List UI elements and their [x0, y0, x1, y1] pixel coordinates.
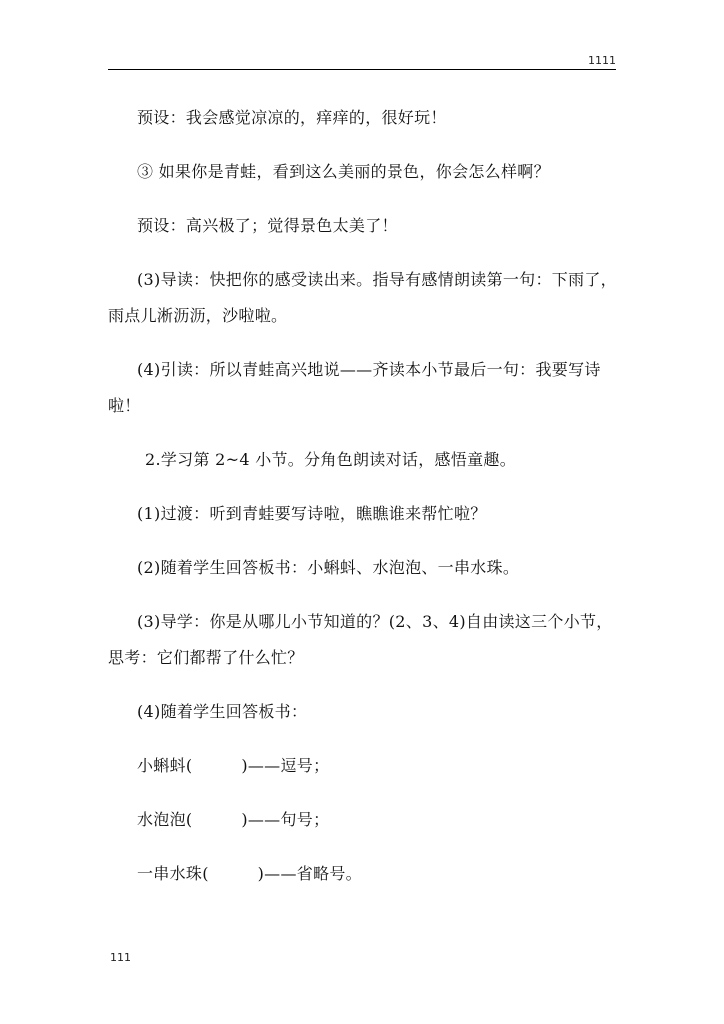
board-item-bubble: 水泡泡( )——句号；	[137, 810, 330, 829]
document-body	[108, 100, 620, 892]
footer-page-code: 111	[110, 951, 131, 964]
paragraph-question-3: ③ 如果你是青蛙，看到这么美丽的景色，你会怎么样啊？	[137, 162, 550, 181]
board-item-water-drops: 一串水珠( )——省略号。	[137, 864, 362, 883]
paragraph-guided-study: (3)导学：你是从哪儿小节知道的？(2、3、4)自由读这三个小节，思考：它们都帮了什么忙？	[108, 612, 613, 667]
paragraph-board-2: (4)随着学生回答板书：	[137, 702, 308, 721]
paragraph-transition: (1)过渡：听到青蛙要写诗啦，瞧瞧谁来帮忙啦？	[137, 504, 487, 523]
header-page-code: 1111	[588, 54, 616, 67]
paragraph-section-2: 2.学习第 2~4 小节。分角色朗读对话，感悟童趣。	[145, 450, 517, 469]
paragraph-preset-2: 预设：高兴极了；觉得景色太美了！	[137, 216, 398, 235]
paragraph-guided-reading: (3)导读：快把你的感受读出来。指导有感情朗读第一句：下雨了，雨点儿淅沥沥，沙啦啦。	[108, 270, 617, 325]
paragraph-board-1: (2)随着学生回答板书：小蝌蚪、水泡泡、一串水珠。	[137, 558, 520, 577]
header-rule	[108, 69, 616, 70]
paragraph-preset-1: 预设：我会感觉凉凉的，痒痒的，很好玩！	[137, 108, 447, 127]
paragraph-lead-reading: (4)引读：所以青蛙高兴地说——齐读本小节最后一句：我要写诗啦！	[108, 360, 601, 415]
board-item-tadpole: 小蝌蚪( )——逗号；	[137, 756, 330, 775]
